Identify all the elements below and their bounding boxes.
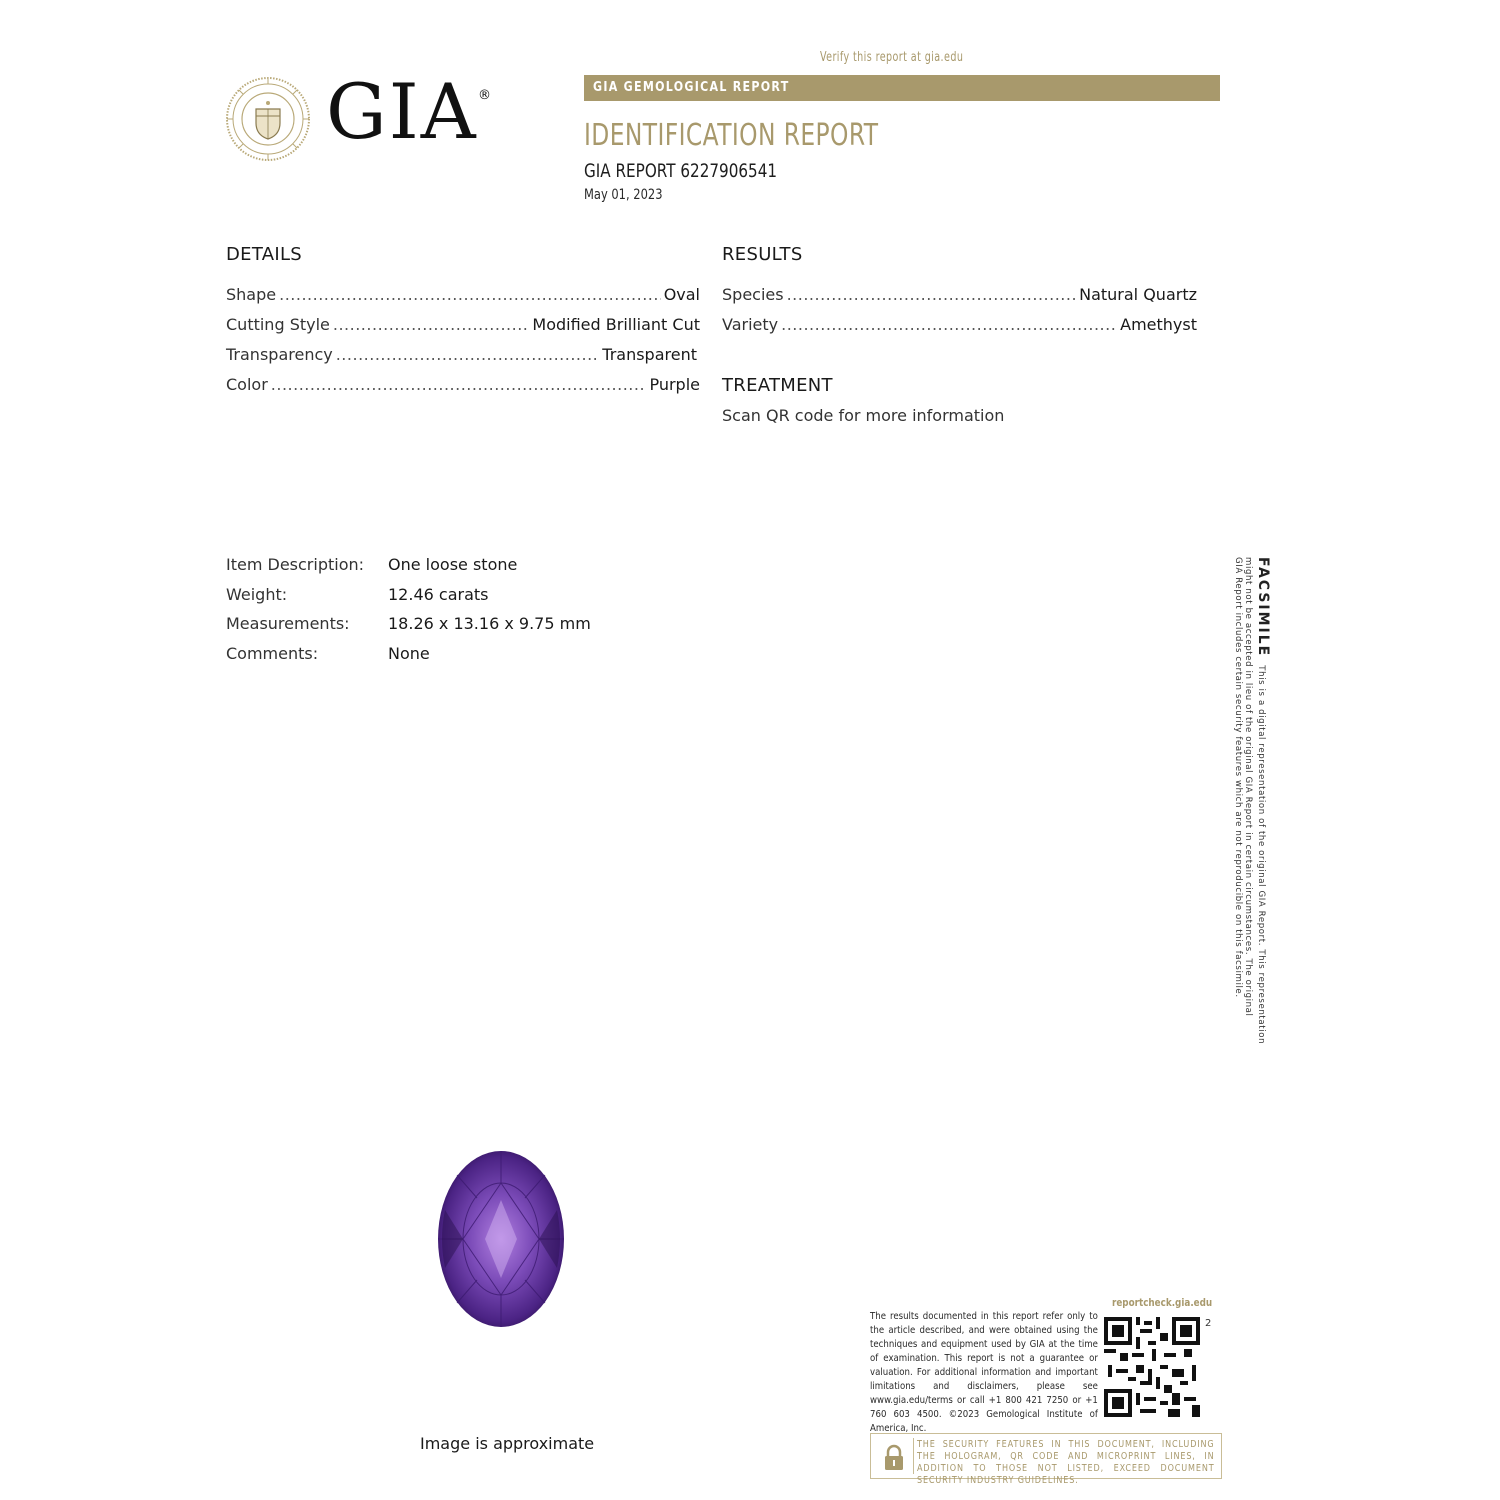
report-type-title: IDENTIFICATION REPORT	[584, 118, 879, 153]
details-value: Oval	[663, 285, 700, 304]
facsimile-notice	[1232, 557, 1272, 1045]
disclaimer-text: The results documented in this report refer only to the article described, and were obtained using the techniques and equipment used by GIA at the time of examination. This report is not a guarantee or valuation. For additional information and important limitations and disclaimers, please see www.gia.edu/terms or call +1 800 421 7250 or +1 760 603 4500. ©2023 Gemological Institute of America, Inc.	[870, 1311, 1098, 1434]
facsimile-line: This is a digital representation of the original GIA Report. This representation	[1256, 665, 1266, 1045]
qr-number: 2	[1205, 1318, 1212, 1329]
registered-mark: ®	[478, 88, 491, 103]
description-value: 12.46 carats	[388, 584, 489, 604]
details-section	[226, 244, 700, 405]
description-label: Item Description:	[226, 555, 365, 574]
details-label: Transparency	[226, 345, 333, 364]
gia-logo-text: GIA	[326, 67, 478, 156]
facsimile-line: might not be accepted in lieu of the original GIA Report in certain circumstances. The original	[1243, 557, 1253, 1017]
details-value: Purple	[649, 375, 700, 394]
description-value: One loose stone	[388, 555, 518, 574]
security-text: THE SECURITY FEATURES IN THIS DOCUMENT, INCLUDING THE HOLOGRAM, QR CODE AND MICROPRINT LINES, IN ADDITION TO THOSE NOT LISTED, EXCEED DOCUMENT SECURITY INDUSTRY GUIDELINES.	[917, 1439, 1215, 1486]
qr-code-icon[interactable]	[1104, 1316, 1200, 1418]
description-value: 18.26 x 13.16 x 9.75 mm	[388, 614, 591, 633]
facsimile-title: FACSIMILE	[1255, 557, 1271, 658]
results-row	[722, 285, 1197, 315]
results-title: RESULTS	[722, 244, 803, 265]
gia-seal-icon	[225, 76, 311, 162]
treatment-title: TREATMENT	[722, 375, 833, 396]
details-value: Modified Brilliant Cut	[532, 315, 700, 334]
description-label: Measurements:	[226, 614, 350, 633]
banner-label: GIA GEMOLOGICAL REPORT	[593, 80, 790, 95]
results-row	[722, 315, 1197, 345]
details-row	[226, 315, 700, 345]
description-row	[226, 614, 591, 644]
results-label: Species	[722, 285, 784, 304]
details-row	[226, 345, 700, 375]
description-value: None	[388, 643, 430, 663]
details-label: Color	[226, 375, 268, 394]
reportcheck-link[interactable]: reportcheck.gia.edu	[1112, 1296, 1213, 1309]
details-row	[226, 285, 700, 315]
details-title: DETAILS	[226, 244, 303, 265]
details-value: Transparent	[602, 345, 697, 364]
description-label: Comments:	[226, 643, 319, 663]
lock-icon	[879, 1442, 909, 1472]
security-notice	[870, 1433, 1222, 1486]
item-description-table	[226, 555, 591, 673]
security-divider	[913, 1438, 914, 1474]
report-date: May 01, 2023	[584, 187, 663, 203]
results-section	[722, 244, 1197, 345]
description-row	[226, 644, 591, 674]
image-caption: Image is approximate	[420, 1434, 595, 1453]
description-label: Weight:	[226, 584, 288, 604]
description-row	[226, 585, 591, 615]
verify-link-text[interactable]: Verify this report at gia.edu	[820, 50, 964, 65]
report-number: GIA REPORT 6227906541	[584, 160, 778, 182]
results-value: Natural Quartz	[1079, 285, 1197, 304]
report-banner	[584, 75, 1220, 101]
results-value: Amethyst	[1120, 315, 1197, 334]
results-label: Variety	[722, 315, 779, 334]
facsimile-line: GIA Report includes certain security features which are not reproducible on this facsimile.	[1233, 557, 1243, 998]
details-row	[226, 375, 700, 405]
details-label: Cutting Style	[226, 315, 330, 334]
treatment-text: Scan QR code for more information	[722, 406, 1005, 425]
details-label: Shape	[226, 285, 277, 304]
description-row	[226, 555, 591, 585]
gemstone-image	[437, 1150, 565, 1328]
